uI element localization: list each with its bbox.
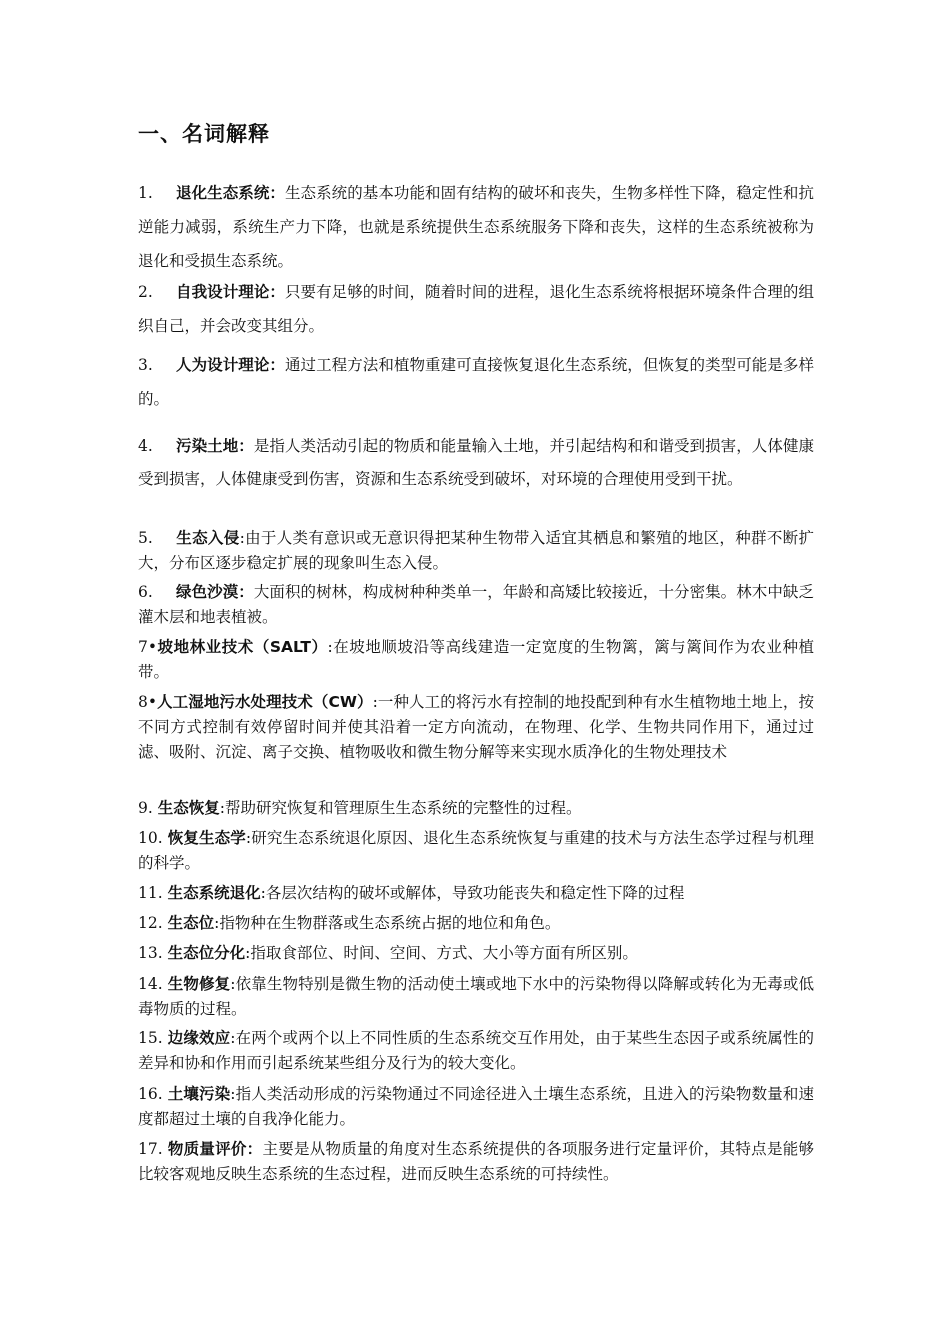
entry-term: 生态系统退化: [167, 884, 261, 902]
entry-term: 边缘效应: [167, 1029, 231, 1047]
entry-number: 3.: [138, 356, 153, 374]
definition-entry-16: [138, 1082, 814, 1132]
entry-term: 污染土地：: [176, 437, 254, 455]
entry-definition: 主要是从物质量的角度对生态系统提供的各项服务进行定量评价，其特点是能够比较客观地反映生态系统的生态过程，进而反映生态系统的可持续性。: [138, 1140, 814, 1183]
definition-entry-5: [138, 526, 814, 576]
entry-term: 生态入侵: [176, 529, 240, 547]
section-heading: 一、名词解释: [138, 122, 270, 146]
entry-definition: :帮助研究恢复和管理原生生态系统的完整性的过程。: [219, 799, 582, 817]
entry-term: 坡地林业技术（SALT）: [157, 638, 328, 656]
entry-number: 6.: [138, 583, 153, 601]
entry-term: 物质量评价：: [167, 1140, 263, 1158]
entry-number: 7•: [138, 638, 158, 656]
entry-definition: :一种人工的将污水有控制的地投配到种有水生植物地土地上，按不同方式控制有效停留时间并使其沿着一定方向流动，在物理、化学、生物共同作用下，通过过滤、吸附、沉淀、离子交换、植物吸收和微生物分解等来实现水质净化的生物处理技术: [138, 693, 814, 761]
entry-number: 15.: [138, 1029, 163, 1047]
definition-entry-17: [138, 1137, 814, 1187]
entry-term: 生态恢复: [157, 799, 220, 817]
entry-definition: :指人类活动形成的污染物通过不同途径进入土壤生态系统，且进入的污染物数量和速度都超过土壤的自我净化能力。: [138, 1085, 814, 1128]
entry-number: 16.: [138, 1085, 163, 1103]
entry-definition: :依靠生物特别是微生物的活动使土壤或地下水中的污染物得以降解或转化为无毒或低毒物质的过程。: [138, 975, 814, 1018]
entry-number: 17.: [138, 1140, 163, 1158]
entry-term: 土壤污染: [167, 1085, 231, 1103]
definition-entry-10: [138, 826, 814, 876]
definition-entry-2: [138, 275, 814, 343]
entry-term: 退化生态系统：: [176, 184, 285, 202]
definition-entry-3: [138, 348, 814, 416]
entry-definition: 生态系统的基本功能和固有结构的破坏和丧失，生物多样性下降，稳定性和抗逆能力减弱，系统生产力下降，也就是系统提供生态系统服务下降和丧失，这样的生态系统被称为退化和受损生态系统。: [138, 184, 814, 270]
entry-number: 10.: [138, 829, 163, 847]
entry-definition: 大面积的树林，构成树种种类单一，年龄和高矮比较接近，十分密集。林木中缺乏灌木层和地表植被。: [138, 583, 814, 626]
entry-number: 5.: [138, 529, 153, 547]
entry-term: 绿色沙漠：: [176, 583, 254, 601]
definition-entry-8: [138, 690, 814, 765]
definition-entry-1: [138, 176, 814, 278]
entry-number: 11.: [138, 884, 163, 902]
entry-number: 9.: [138, 799, 153, 817]
entry-definition: :指物种在生物群落或生态系统占据的地位和角色。: [214, 914, 561, 932]
entry-number: 8•: [138, 693, 158, 711]
entry-definition: 是指人类活动引起的物质和能量输入土地，并引起结构和和谐受到损害，人体健康受到损害，人体健康受到伤害，资源和生态系统受到破坏，对环境的合理使用受到干扰。: [138, 437, 814, 488]
entry-number: 4.: [138, 437, 153, 455]
entry-definition: 通过工程方法和植物重建可直接恢复退化生态系统，但恢复的类型可能是多样的。: [138, 356, 814, 408]
definition-entry-14: [138, 972, 814, 1022]
entry-definition: :在两个或两个以上不同性质的生态系统交互作用处，由于某些生态因子或系统属性的差异和协和作用而引起系统某些组分及行为的较大变化。: [138, 1029, 814, 1072]
definition-entry-13: [138, 941, 814, 966]
entry-term: 人为设计理论：: [176, 356, 285, 374]
entry-definition: :在坡地顺坡沿等高线建造一定宽度的生物篱，篱与篱间作为农业种植带。: [138, 638, 815, 681]
definition-entry-6: [138, 580, 814, 630]
entry-term: 人工湿地污水处理技术（CW）: [157, 693, 373, 711]
entry-term: 生物修复: [167, 975, 231, 993]
definition-entry-11: [138, 881, 814, 906]
entry-number: 1.: [138, 184, 153, 202]
entry-definition: :由于人类有意识或无意识得把某种生物带入适宜其栖息和繁殖的地区，种群不断扩大，分布区逐步稳定扩展的现象叫生态入侵。: [138, 529, 814, 572]
definition-entry-7: [138, 635, 814, 685]
entry-term: 生态位分化: [167, 944, 246, 962]
entry-number: 2.: [138, 283, 153, 301]
entry-number: 14.: [138, 975, 163, 993]
entry-term: 自我设计理论：: [176, 283, 285, 301]
definition-entry-9: [138, 796, 814, 821]
entry-definition: :各层次结构的破坏或解体，导致功能丧失和稳定性下降的过程: [260, 884, 685, 902]
entry-definition: :指取食部位、时间、空间、方式、大小等方面有所区别。: [245, 944, 638, 962]
definition-entry-15: [138, 1026, 814, 1076]
entry-term: 恢复生态学: [167, 829, 246, 847]
entry-number: 13.: [138, 944, 163, 962]
entry-number: 12.: [138, 914, 163, 932]
entry-definition: 只要有足够的时间，随着时间的进程，退化生态系统将根据环境条件合理的组织自己，并会改变其组分。: [138, 283, 814, 335]
definition-entry-4: [138, 430, 814, 496]
entry-definition: :研究生态系统退化原因、退化生态系统恢复与重建的技术与方法生态学过程与机理的科学。: [138, 829, 814, 872]
definition-entry-12: [138, 911, 814, 936]
entry-term: 生态位: [167, 914, 215, 932]
